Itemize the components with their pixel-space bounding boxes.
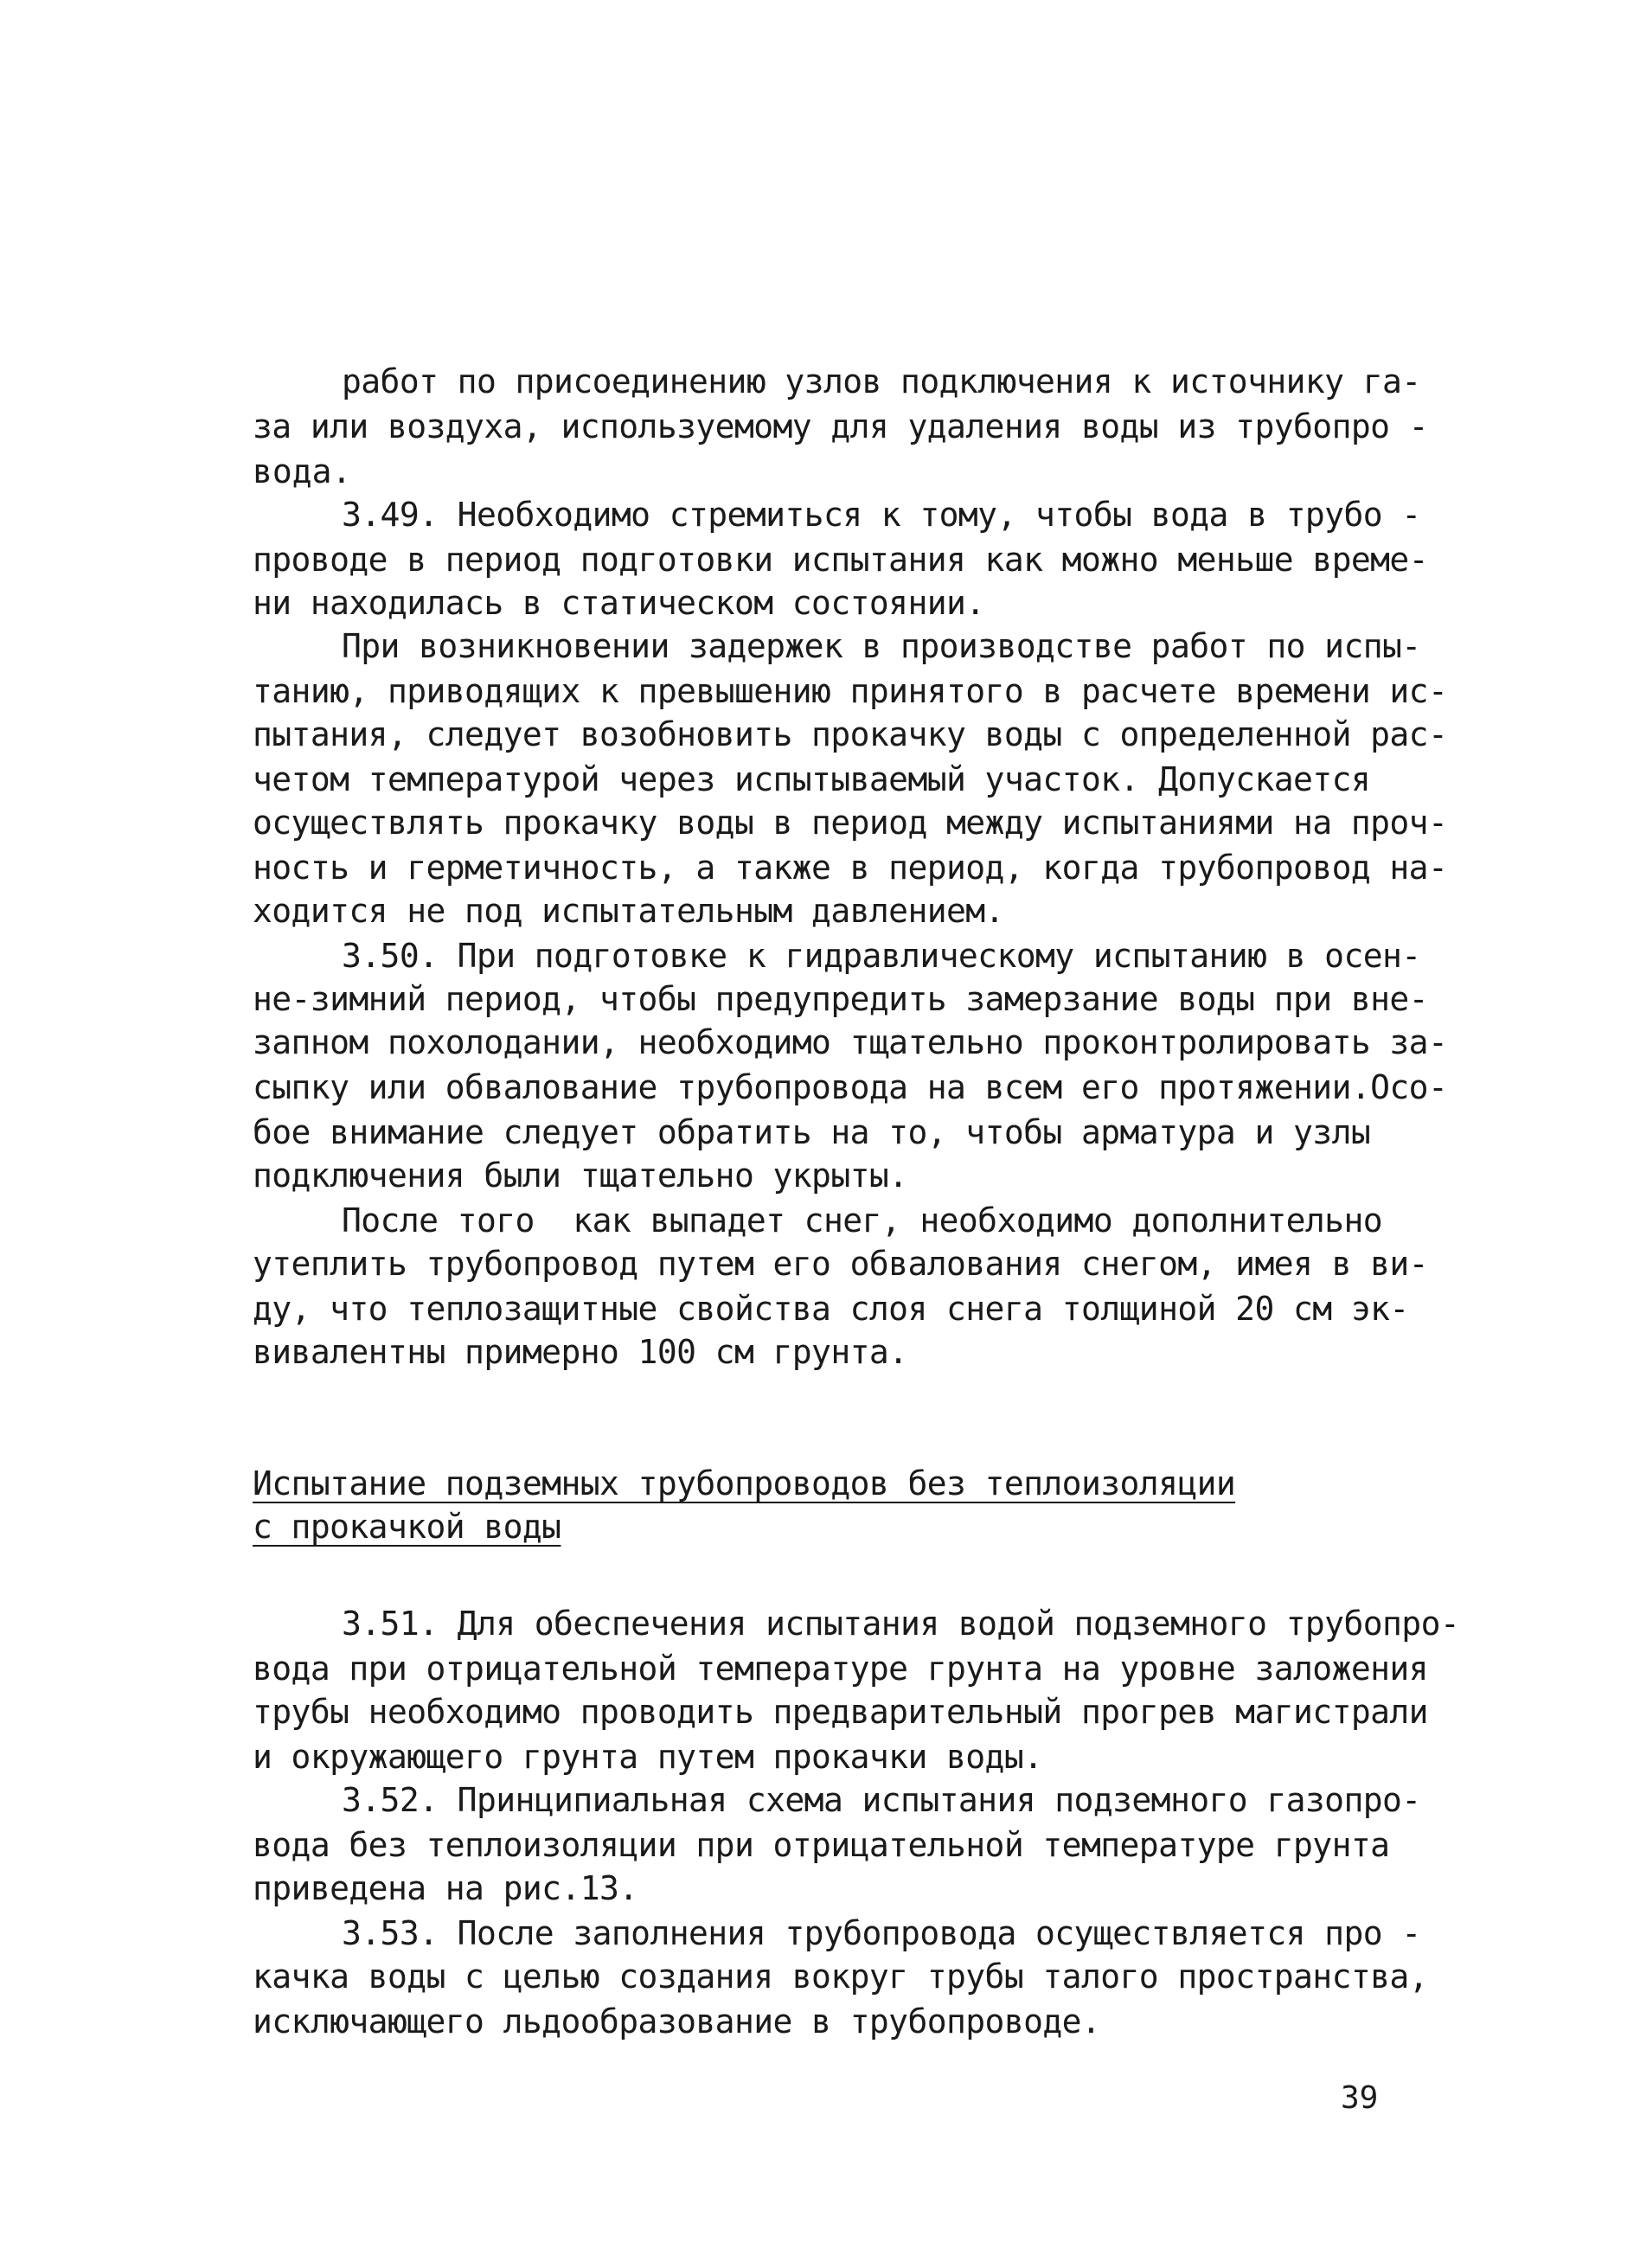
text-line: 3.53. После заполнения трубопровода осуществляется про - [342, 1914, 1421, 1952]
text-line: При возникновении задержек в производстве работ по испы- [342, 627, 1421, 665]
text-line: бое внимание следует обратить на то, чтобы арматура и узлы [253, 1113, 1371, 1151]
text-line: утеплить трубопровод путем его обвалования снегом, имея в ви- [253, 1245, 1428, 1283]
text-line: пытания, следует возобновить прокачку воды с определенной рас- [253, 715, 1448, 753]
text-line: 3.49. Необходимо стремиться к тому, чтобы вода в трубо - [342, 496, 1421, 534]
text-line: ходится не под испытательным давлением. [253, 892, 1004, 930]
text-line: подключения были тщательно укрыты. [253, 1156, 908, 1195]
text-line: вивалентны примерно 100 см грунта. [253, 1333, 908, 1371]
text-line: и окружающего грунта путем прокачки воды. [253, 1738, 1043, 1776]
page-number: 39 [1341, 2080, 1379, 2116]
text-line: ду, что теплозащитные свойства слоя снега толщиной 20 см эк- [253, 1290, 1409, 1328]
text-line: проводе в период подготовки испытания как можно меньше време- [253, 541, 1428, 579]
text-line: трубы необходимо проводить предварительный прогрев магистрали [253, 1693, 1428, 1731]
text-line: вода. [253, 452, 352, 490]
text-line: осуществлять прокачку воды в период между испытаниями на проч- [253, 804, 1448, 842]
text-line: качка воды с целью создания вокруг трубы талого пространства, [253, 1957, 1428, 1996]
section-heading: Испытание подземных трубопроводов без теплоизоляции [253, 1464, 1236, 1502]
text-line: ность и герметичность, а также в период, когда трубопровод на- [253, 849, 1448, 887]
text-line: 3.51. Для обеспечения испытания водой подземного трубопро- [342, 1605, 1460, 1643]
text-line: вода при отрицательной температуре грунта на уровне заложения [253, 1650, 1428, 1688]
text-line: приведена на рис.13. [253, 1869, 638, 1907]
text-line: ни находилась в статическом состоянии. [253, 584, 985, 622]
section-heading: с прокачкой воды [253, 1508, 561, 1546]
text-line: четом температурой через испытываемый участок. Допускается [253, 760, 1371, 798]
text-line: После того как выпадет снег, необходимо дополнительно [342, 1201, 1383, 1240]
text-line: за или воздуха, используемому для удаления воды из трубопро - [253, 407, 1428, 445]
text-line: 3.52. Принципиальная схема испытания подземного газопро- [342, 1781, 1421, 1819]
text-line: не-зимний период, чтобы предупредить замерзание воды при вне- [253, 980, 1428, 1018]
text-line: запном похолодании, необходимо тщательно проконтролировать за- [253, 1023, 1448, 1061]
text-line: работ по присоединению узлов подключения к источнику га- [342, 362, 1421, 400]
text-line: вода без теплоизоляции при отрицательной температуре грунта [253, 1826, 1390, 1864]
text-line: сыпку или обвалование трубопровода на всем его протяжении.Осо- [253, 1068, 1448, 1106]
text-line: 3.50. При подготовке к гидравлическому испытанию в осен- [342, 937, 1421, 975]
text-line: исключающего льдообразование в трубопроводе. [253, 2002, 1101, 2041]
text-line: танию, приводящих к превышению принятого в расчете времени ис- [253, 672, 1448, 710]
